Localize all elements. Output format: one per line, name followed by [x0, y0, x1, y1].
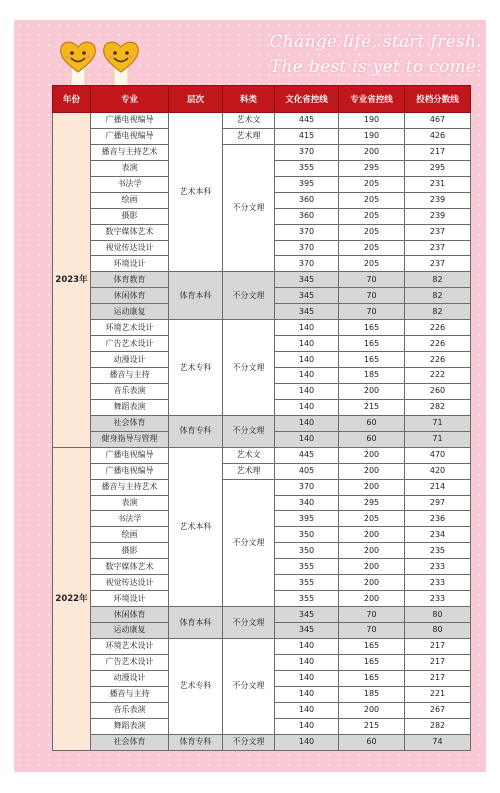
admission-score-cell: 467: [405, 113, 471, 129]
year-cell-2023: 2023年: [53, 113, 91, 448]
major-line-cell: 200: [339, 543, 405, 559]
major-cell: 绘画: [91, 192, 169, 208]
admission-score-cell: 221: [405, 686, 471, 702]
table-header-row: [53, 86, 471, 113]
major-cell: 广播电视编导: [91, 128, 169, 144]
major-line-cell: 200: [339, 144, 405, 160]
culture-line-cell: 355: [275, 575, 339, 591]
heart-smiley-icon: [101, 38, 141, 90]
major-line-cell: 70: [339, 304, 405, 320]
major-cell: 社会体育: [91, 734, 169, 750]
major-line-cell: 165: [339, 670, 405, 686]
admission-score-cell: 71: [405, 415, 471, 431]
major-line-cell: 165: [339, 336, 405, 352]
major-cell: 播音与主持艺术: [91, 144, 169, 160]
major-line-cell: 200: [339, 527, 405, 543]
slogan-line-1: Change life, start fresh.: [269, 32, 482, 52]
level-cell: 体育本科: [169, 607, 223, 639]
major-cell: 书法学: [91, 511, 169, 527]
major-cell: 摄影: [91, 208, 169, 224]
level-cell: 艺术本科: [169, 447, 223, 606]
year-cell-2022: 2022年: [53, 447, 91, 750]
culture-line-cell: 140: [275, 686, 339, 702]
culture-line-cell: 140: [275, 718, 339, 734]
culture-line-cell: 355: [275, 160, 339, 176]
major-cell: 广告艺术设计: [91, 654, 169, 670]
category-cell: 艺术理: [223, 463, 275, 479]
admission-score-cell: 231: [405, 176, 471, 192]
culture-line-cell: 140: [275, 399, 339, 415]
category-cell: 不分文理: [223, 144, 275, 272]
admission-score-cell: 226: [405, 352, 471, 368]
major-line-cell: 190: [339, 113, 405, 129]
culture-line-cell: 140: [275, 638, 339, 654]
major-line-cell: 60: [339, 415, 405, 431]
major-line-cell: 60: [339, 431, 405, 447]
table-row: [53, 638, 471, 654]
admission-score-cell: 82: [405, 288, 471, 304]
major-line-cell: 295: [339, 160, 405, 176]
admission-score-cell: 239: [405, 192, 471, 208]
admission-score-cell: 217: [405, 638, 471, 654]
admission-score-cell: 295: [405, 160, 471, 176]
admission-score-cell: 233: [405, 559, 471, 575]
major-cell: 表演: [91, 495, 169, 511]
category-cell: 不分文理: [223, 272, 275, 320]
major-cell: 休闲体育: [91, 288, 169, 304]
major-line-cell: 185: [339, 368, 405, 384]
culture-line-cell: 350: [275, 527, 339, 543]
admission-score-cell: 233: [405, 575, 471, 591]
major-line-cell: 205: [339, 256, 405, 272]
major-line-cell: 200: [339, 479, 405, 495]
major-cell: 广播电视编导: [91, 463, 169, 479]
culture-line-cell: 355: [275, 559, 339, 575]
major-cell: 健身指导与管理: [91, 431, 169, 447]
admission-score-cell: 239: [405, 208, 471, 224]
admission-score-cell: 236: [405, 511, 471, 527]
culture-line-cell: 395: [275, 511, 339, 527]
admission-score-cell: 80: [405, 607, 471, 623]
level-cell: 体育专科: [169, 415, 223, 447]
admission-score-cell: 237: [405, 240, 471, 256]
table-row: [53, 320, 471, 336]
level-cell: 艺术专科: [169, 320, 223, 416]
culture-line-cell: 140: [275, 336, 339, 352]
major-line-cell: 200: [339, 559, 405, 575]
table-row: [53, 463, 471, 479]
major-cell: 环境设计: [91, 256, 169, 272]
major-cell: 音乐表演: [91, 702, 169, 718]
level-cell: 体育本科: [169, 272, 223, 320]
admission-score-cell: 282: [405, 399, 471, 415]
admission-score-cell: 237: [405, 224, 471, 240]
culture-line-cell: 345: [275, 288, 339, 304]
admission-score-cell: 214: [405, 479, 471, 495]
culture-line-cell: 340: [275, 495, 339, 511]
major-cell: 视觉传达设计: [91, 575, 169, 591]
culture-line-cell: 415: [275, 128, 339, 144]
culture-line-cell: 345: [275, 304, 339, 320]
major-line-cell: 165: [339, 638, 405, 654]
admission-score-cell: 74: [405, 734, 471, 750]
admission-score-cell: 470: [405, 447, 471, 463]
major-cell: 动漫设计: [91, 352, 169, 368]
admission-score-cell: 234: [405, 527, 471, 543]
major-line-cell: 205: [339, 208, 405, 224]
admission-score-cell: 82: [405, 272, 471, 288]
admission-score-cell: 217: [405, 144, 471, 160]
admission-score-cell: 420: [405, 463, 471, 479]
major-line-cell: 70: [339, 272, 405, 288]
major-line-cell: 200: [339, 591, 405, 607]
header-admission-score: 投档分数线: [405, 86, 471, 113]
major-cell: 体育教育: [91, 272, 169, 288]
major-line-cell: 70: [339, 288, 405, 304]
major-cell: 运动康复: [91, 304, 169, 320]
culture-line-cell: 140: [275, 352, 339, 368]
admission-score-cell: 297: [405, 495, 471, 511]
major-line-cell: 200: [339, 383, 405, 399]
major-line-cell: 205: [339, 224, 405, 240]
culture-line-cell: 345: [275, 272, 339, 288]
major-cell: 舞蹈表演: [91, 718, 169, 734]
culture-line-cell: 405: [275, 463, 339, 479]
major-line-cell: 60: [339, 734, 405, 750]
admission-score-cell: 426: [405, 128, 471, 144]
culture-line-cell: 140: [275, 383, 339, 399]
major-cell: 休闲体育: [91, 607, 169, 623]
major-line-cell: 200: [339, 447, 405, 463]
major-cell: 书法学: [91, 176, 169, 192]
culture-line-cell: 140: [275, 431, 339, 447]
category-cell: 不分文理: [223, 479, 275, 607]
admission-score-cell: 282: [405, 718, 471, 734]
culture-line-cell: 140: [275, 415, 339, 431]
culture-line-cell: 355: [275, 591, 339, 607]
category-cell: 不分文理: [223, 638, 275, 734]
major-line-cell: 165: [339, 654, 405, 670]
header-year: 年份: [53, 86, 91, 113]
major-line-cell: 165: [339, 320, 405, 336]
major-cell: 数字媒体艺术: [91, 224, 169, 240]
table-row: [53, 128, 471, 144]
culture-line-cell: 360: [275, 192, 339, 208]
major-cell: 数字媒体艺术: [91, 559, 169, 575]
header-major: 专业: [91, 86, 169, 113]
major-line-cell: 165: [339, 352, 405, 368]
category-cell: 不分文理: [223, 415, 275, 447]
admission-score-cell: 217: [405, 654, 471, 670]
culture-line-cell: 445: [275, 447, 339, 463]
category-cell: 不分文理: [223, 607, 275, 639]
culture-line-cell: 140: [275, 654, 339, 670]
header-culture-line: 文化省控线: [275, 86, 339, 113]
culture-line-cell: 370: [275, 240, 339, 256]
table-row: [53, 607, 471, 623]
heart-smiley-icon: [58, 38, 98, 90]
major-line-cell: 215: [339, 718, 405, 734]
admission-score-cell: 226: [405, 320, 471, 336]
major-line-cell: 205: [339, 240, 405, 256]
admission-score-cell: 260: [405, 383, 471, 399]
major-line-cell: 205: [339, 176, 405, 192]
culture-line-cell: 345: [275, 607, 339, 623]
major-cell: 运动康复: [91, 623, 169, 639]
admission-score-cell: 235: [405, 543, 471, 559]
table-row: [53, 734, 471, 750]
major-cell: 舞蹈表演: [91, 399, 169, 415]
major-cell: 摄影: [91, 543, 169, 559]
culture-line-cell: 370: [275, 224, 339, 240]
category-cell: 艺术文: [223, 113, 275, 129]
admission-score-cell: 267: [405, 702, 471, 718]
culture-line-cell: 350: [275, 543, 339, 559]
major-cell: 音乐表演: [91, 383, 169, 399]
major-line-cell: 70: [339, 623, 405, 639]
table-row: [53, 272, 471, 288]
culture-line-cell: 140: [275, 670, 339, 686]
major-line-cell: 200: [339, 463, 405, 479]
category-cell: 不分文理: [223, 320, 275, 416]
culture-line-cell: 395: [275, 176, 339, 192]
major-cell: 播音与主持艺术: [91, 479, 169, 495]
culture-line-cell: 140: [275, 702, 339, 718]
culture-line-cell: 140: [275, 368, 339, 384]
category-cell: 艺术文: [223, 447, 275, 463]
major-cell: 视觉传达设计: [91, 240, 169, 256]
score-table: [52, 85, 471, 751]
category-cell: 不分文理: [223, 734, 275, 750]
culture-line-cell: 345: [275, 623, 339, 639]
admission-score-cell: 237: [405, 256, 471, 272]
table-row: [53, 113, 471, 129]
major-cell: 环境艺术设计: [91, 320, 169, 336]
culture-line-cell: 370: [275, 479, 339, 495]
table-row: [53, 479, 471, 495]
culture-line-cell: 360: [275, 208, 339, 224]
major-line-cell: 200: [339, 702, 405, 718]
admission-score-cell: 217: [405, 670, 471, 686]
admission-score-cell: 71: [405, 431, 471, 447]
major-line-cell: 205: [339, 511, 405, 527]
culture-line-cell: 445: [275, 113, 339, 129]
admission-score-cell: 82: [405, 304, 471, 320]
major-cell: 播音与主持: [91, 368, 169, 384]
major-line-cell: 295: [339, 495, 405, 511]
table-row: [53, 447, 471, 463]
admission-score-cell: 222: [405, 368, 471, 384]
major-cell: 环境设计: [91, 591, 169, 607]
major-cell: 表演: [91, 160, 169, 176]
culture-line-cell: 140: [275, 320, 339, 336]
header-level: 层次: [169, 86, 223, 113]
slogan-line-2: The best is yet to come.: [269, 57, 482, 77]
major-line-cell: 200: [339, 575, 405, 591]
major-cell: 动漫设计: [91, 670, 169, 686]
header-category: 科类: [223, 86, 275, 113]
major-cell: 绘画: [91, 527, 169, 543]
major-cell: 广告艺术设计: [91, 336, 169, 352]
table-row: [53, 144, 471, 160]
culture-line-cell: 140: [275, 734, 339, 750]
admission-score-cell: 80: [405, 623, 471, 639]
major-line-cell: 185: [339, 686, 405, 702]
major-line-cell: 70: [339, 607, 405, 623]
major-line-cell: 215: [339, 399, 405, 415]
major-cell: 广播电视编导: [91, 447, 169, 463]
admission-score-cell: 233: [405, 591, 471, 607]
major-cell: 社会体育: [91, 415, 169, 431]
major-cell: 播音与主持: [91, 686, 169, 702]
major-line-cell: 190: [339, 128, 405, 144]
major-cell: 环境艺术设计: [91, 638, 169, 654]
level-cell: 艺术专科: [169, 638, 223, 734]
category-cell: 艺术理: [223, 128, 275, 144]
level-cell: 体育专科: [169, 734, 223, 750]
level-cell: 艺术本科: [169, 113, 223, 272]
header-major-line: 专业省控线: [339, 86, 405, 113]
admission-score-cell: 226: [405, 336, 471, 352]
table-row: [53, 415, 471, 431]
major-line-cell: 205: [339, 192, 405, 208]
culture-line-cell: 370: [275, 144, 339, 160]
culture-line-cell: 370: [275, 256, 339, 272]
major-cell: 广播电视编导: [91, 113, 169, 129]
